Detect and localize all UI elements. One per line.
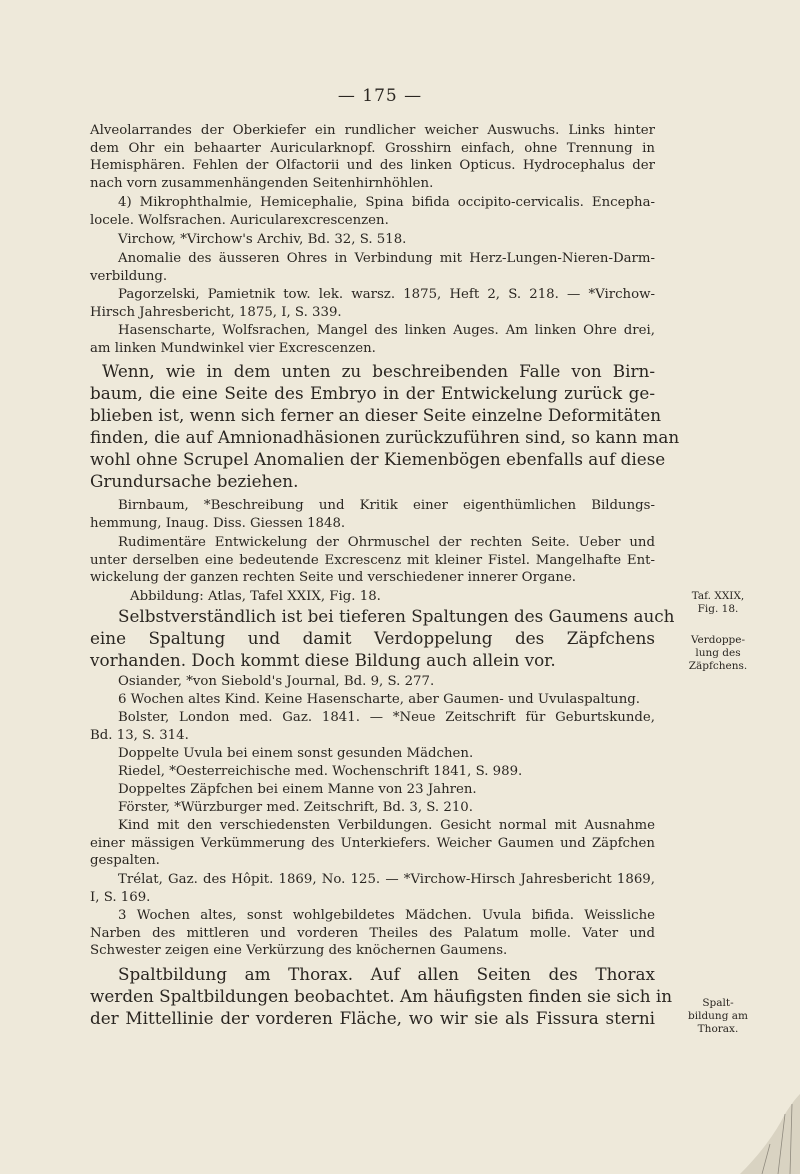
- margin-note-line: bildung am: [688, 1010, 748, 1022]
- text-line: Förster, *Würzburger med. Zeitschrift, Bd. 3, S. 210.: [118, 800, 473, 815]
- text-line: nach vorn zusammenhängenden Seitenhirnhöhlen.: [90, 175, 434, 191]
- margin-note-verdoppelung: [658, 634, 778, 673]
- case-birnbaum: [90, 534, 655, 587]
- text-line: vorhanden. Doch kommt diese Bildung auch allein vor.: [90, 650, 556, 670]
- text-line: Hirsch Jahresbericht, 1875, I, S. 339.: [90, 304, 342, 320]
- text-line: 3 Wochen altes, sonst wohlgebildetes Mädchen. Uvula bifida. Weissliche: [118, 908, 655, 923]
- text-line: Pagorzelski, Pamietnik tow. lek. warsz. 1875, Heft 2, S. 218. — *Virchow-: [118, 287, 655, 302]
- reference-birnbaum: [90, 497, 655, 532]
- case-osiander: [90, 691, 655, 709]
- text-line: 4) Mikrophthalmie, Hemicephalie, Spina bifida occipito-cervicalis. Encepha-: [118, 195, 655, 210]
- text-line: Narben des mittleren und vorderen Theiles des Palatum molle. Vater und: [90, 925, 655, 941]
- text-line: gespalten.: [90, 853, 160, 868]
- main-paragraph-thorax: [90, 963, 673, 1029]
- text-line: einer mässigen Verkümmerung des Unterkiefers. Weicher Gaumen und Zäpfchen: [90, 835, 655, 851]
- anomaly-description: [90, 250, 655, 285]
- reference-trelat: [90, 871, 655, 906]
- text-line: verbildung.: [90, 268, 168, 284]
- reference-osiander: [90, 673, 655, 691]
- margin-note-line: Spalt-: [702, 997, 734, 1009]
- margin-note-line: lung des: [695, 647, 741, 659]
- text-line: Grundursache beziehen.: [90, 471, 299, 491]
- text-line: dem Ohr ein behaarter Auricularknopf. Grosshirn einfach, ohne Trennung in: [90, 140, 655, 156]
- text-line: Doppelte Uvula bei einem sonst gesunden Mädchen.: [118, 746, 474, 761]
- text-line: Alveolarrandes der Oberkiefer ein rundlicher weicher Auswuchs. Links hinter: [90, 123, 655, 138]
- reference-riedel: [90, 763, 655, 781]
- text-line: hemmung, Inaug. Diss. Giessen 1848.: [90, 515, 346, 531]
- case-foerster: [90, 817, 655, 870]
- case-bolster: [90, 745, 655, 763]
- text-line: Selbstverständlich ist bei tieferen Spaltungen des Gaumens auch: [118, 606, 675, 626]
- text-line: blieben ist, wenn sich ferner an dieser Seite einzelne Deformitäten: [90, 405, 662, 425]
- text-line: wohl ohne Scrupel Anomalien der Kiemenbögen ebenfalls auf diese: [90, 449, 666, 469]
- text-line: Hasenscharte, Wolfsrachen, Mangel des linken Auges. Am linken Ohre drei,: [118, 323, 655, 338]
- text-line: Rudimentäre Entwickelung der Ohrmuschel der rechten Seite. Ueber und: [118, 535, 655, 550]
- text-line: Bolster, London med. Gaz. 1841. — *Neue Zeitschrift für Geburtskunde,: [118, 710, 655, 725]
- margin-note-spaltbildung: [658, 997, 778, 1036]
- text-line: Hemisphären. Fehlen der Olfactorii und des linken Opticus. Hydrocephalus der: [90, 158, 655, 173]
- margin-note-line: Fig. 18.: [697, 603, 739, 615]
- text-line: Bd. 13, S. 314.: [90, 727, 189, 743]
- text-line: werden Spaltbildungen beobachtet. Am häufigsten finden sie sich in: [90, 986, 673, 1006]
- text-line: baum, die eine Seite des Embryo in der Entwickelung zurück ge-: [90, 383, 655, 403]
- reference-pagorzelski: [90, 286, 655, 321]
- text-line: der Mittellinie der vorderen Fläche, wo wir sie als Fissura sterni: [90, 1008, 655, 1028]
- text-line: Wenn, wie in dem unten zu beschreibenden Falle von Birn-: [102, 361, 655, 381]
- text-line: unter derselben eine bedeutende Excrescenz mit kleiner Fistel. Mangelhafte Ent-: [90, 552, 655, 568]
- case-4-description: [90, 194, 655, 229]
- text-line: Schwester zeigen eine Verkürzung des knöchernen Gaumens.: [90, 943, 508, 958]
- main-paragraph-birnbaum: [90, 360, 680, 492]
- text-line: eine Spaltung und damit Verdoppelung des Zäpfchens: [90, 628, 655, 648]
- page-number: — 175 —: [337, 86, 423, 106]
- text-line: Abbildung: Atlas, Tafel XXIX, Fig. 18.: [130, 589, 381, 604]
- text-line: Riedel, *Oesterreichische med. Wochenschrift 1841, S. 989.: [118, 764, 523, 779]
- margin-note-line: Zäpfchens.: [688, 660, 748, 672]
- text-line: Spaltbildung am Thorax. Auf allen Seiten des Thorax: [118, 964, 655, 984]
- reference-virchow: [90, 231, 655, 249]
- margin-note-line: Verdoppe-: [690, 634, 746, 646]
- text-line: finden, die auf Amnionadhäsionen zurückzuführen sind, so kann man: [90, 427, 680, 447]
- text-line: Kind mit den verschiedensten Verbildungen. Gesicht normal mit Ausnahme: [118, 818, 655, 833]
- case-hasenscharte: [90, 322, 655, 357]
- main-paragraph-zaepfchen: [90, 605, 675, 671]
- margin-note-line: Taf. XXIX,: [691, 590, 745, 602]
- margin-note-line: Thorax.: [697, 1023, 739, 1035]
- text-line: Osiander, *von Siebold's Journal, Bd. 9, S. 277.: [118, 674, 435, 689]
- case-trelat: [90, 907, 655, 960]
- text-line: Virchow, *Virchow's Archiv, Bd. 32, S. 518.: [118, 232, 407, 247]
- figure-reference: [90, 588, 655, 606]
- text-line: I, S. 169.: [90, 889, 151, 905]
- margin-note-tafel: [658, 590, 778, 616]
- text-line: 6 Wochen altes Kind. Keine Hasenscharte, aber Gaumen- und Uvulaspaltung.: [118, 692, 641, 707]
- text-line: Trélat, Gaz. des Hôpit. 1869, No. 125. — *Virchow-Hirsch Jahresbericht 1869,: [118, 872, 655, 887]
- text-line: Anomalie des äusseren Ohres in Verbindung mit Herz-Lungen-Nieren-Darm-: [118, 251, 655, 266]
- paragraph-continuation: [90, 122, 655, 192]
- text-line: Doppeltes Zäpfchen bei einem Manne von 23 Jahren.: [118, 782, 477, 797]
- text-line: am linken Mundwinkel vier Excrescenzen.: [90, 340, 376, 356]
- text-line: wickelung der ganzen rechten Seite und verschiedener innerer Organe.: [90, 570, 577, 585]
- case-riedel: [90, 781, 655, 799]
- text-line: Birnbaum, *Beschreibung und Kritik einer eigenthümlichen Bildungs-: [118, 498, 655, 513]
- text-line: locele. Wolfsrachen. Auricularexcrescenzen.: [90, 212, 389, 228]
- reference-foerster: [90, 799, 655, 817]
- page-corner-damage: [740, 1094, 800, 1174]
- reference-bolster: [90, 709, 655, 744]
